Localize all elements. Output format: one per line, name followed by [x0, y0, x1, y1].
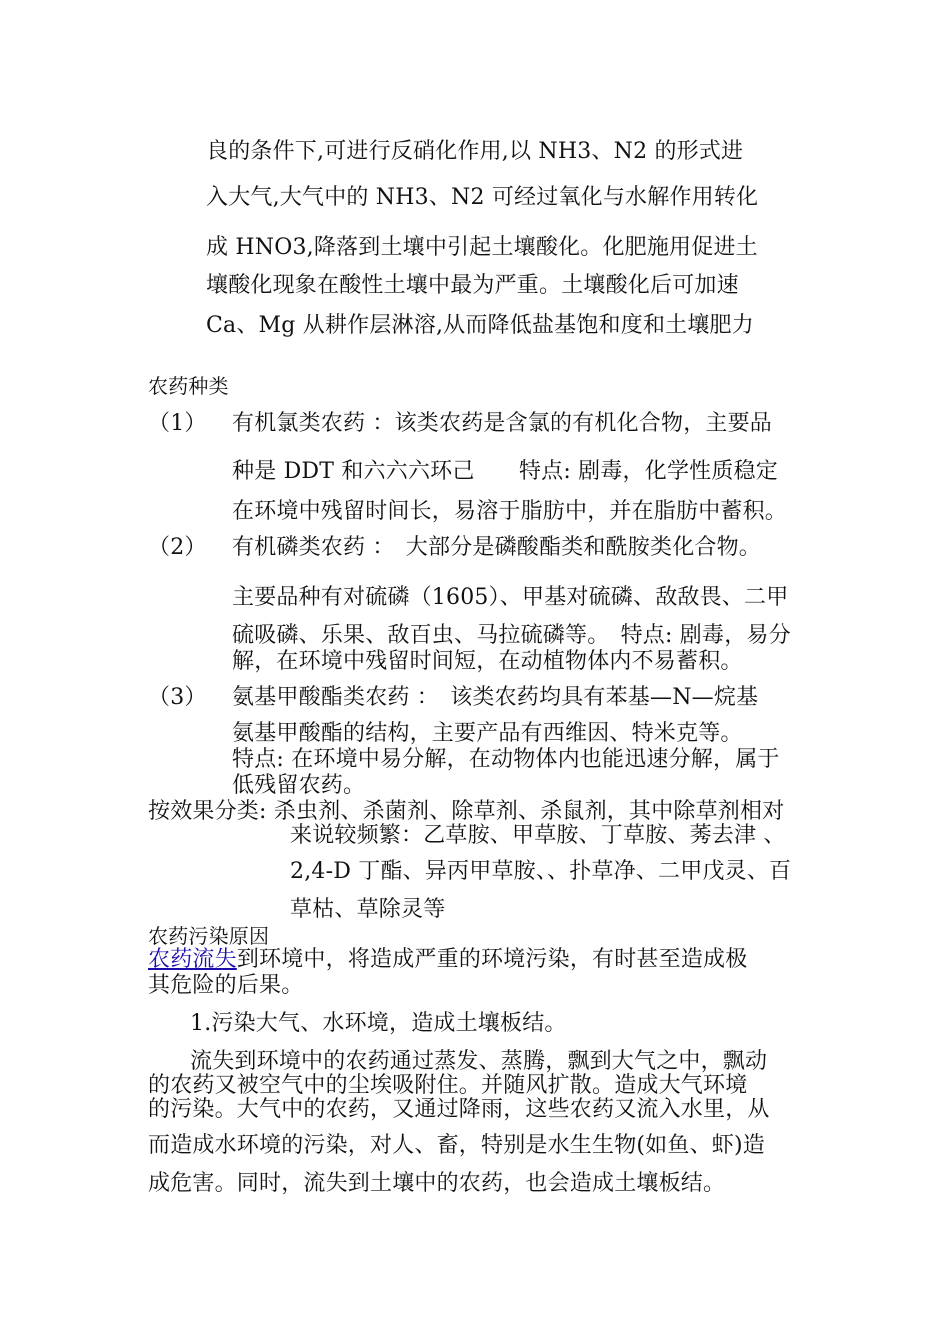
- effect-line: 按效果分类: 杀虫剂、杀菌剂、除草剂、杀鼠剂，其中除草剂相对: [148, 799, 785, 824]
- effect-line: 2,4-D 丁酯、异丙甲草胺、、扑草净、二甲戊灵、百: [290, 859, 792, 884]
- item-line: 硫吸磷、乐果、敌百虫、马拉硫磷等。 特点: 剧毒，易分: [232, 623, 791, 648]
- section-heading: 农药种类: [148, 374, 229, 398]
- para-line: 成危害。同时，流失到土壤中的农药，也会造成土壤板结。: [148, 1171, 726, 1196]
- item-line: 解，在环境中残留时间短，在动植物体内不易蓄积。: [232, 649, 743, 674]
- item-line: 特点: 在环境中易分解，在动物体内也能迅速分解，属于: [232, 747, 780, 772]
- para-line: 的农药又被空气中的尘埃吸附住。并随风扩散。造成大气环境: [148, 1073, 748, 1098]
- item-line: 有机氯类农药 ：该类农药是含氯的有机化合物，主要品: [232, 411, 772, 436]
- subheading: 1.污染大气、水环境，造成土壤板结。: [190, 1011, 567, 1036]
- intro-line: 入大气,大气中的 NH3、N2 可经过氧化与水解作用转化: [206, 185, 759, 210]
- item-number: （2）: [148, 535, 207, 560]
- item-number: （3）: [148, 685, 207, 710]
- intro-line: 良的条件下,可进行反硝化作用,以 NH3、N2 的形式进: [206, 139, 744, 164]
- para-line: 的污染。大气中的农药，又通过降雨，这些农药又流入水里，从: [148, 1097, 770, 1122]
- item-line: 氨基甲酸酯的结构，主要产品有西维因、特米克等。: [232, 721, 743, 746]
- intro-line: 成 HNO3,降落到土壤中引起土壤酸化。化肥施用促进土: [206, 235, 758, 260]
- pollution-line: [148, 946, 747, 974]
- item-line: 种是 DDT 和六六六环己 特点: 剧毒，化学性质稳定: [232, 459, 778, 484]
- effect-line: 草枯、草除灵等: [290, 897, 446, 922]
- pesticide-loss-link[interactable]: 农药流失: [148, 947, 237, 972]
- section-heading: 农药污染原因: [148, 924, 270, 948]
- intro-line: Ca、Mg 从耕作层淋溶,从而降低盐基饱和度和土壤肥力: [206, 313, 754, 338]
- para-line: 流失到环境中的农药通过蒸发、蒸腾，飘到大气之中，飘动: [190, 1049, 768, 1074]
- item-line: 氨基甲酸酯类农药 ： 该类农药均具有苯基—N—烷基: [232, 685, 759, 710]
- pollution-line-rest: 到环境中，将造成严重的环境污染，有时甚至造成极: [236, 947, 748, 972]
- para-line: 而造成水环境的污染，对人、畜，特别是水生生物(如鱼、虾)造: [148, 1133, 765, 1158]
- intro-line: 壤酸化现象在酸性土壤中最为严重。土壤酸化后可加速: [206, 273, 739, 298]
- item-line: 主要品种有对硫磷（1605）、甲基对硫磷、敌敌畏、二甲: [232, 585, 789, 610]
- item-line: 有机磷类农药 ： 大部分是磷酸酯类和酰胺类化合物。: [232, 535, 761, 560]
- pollution-line: 其危险的后果。: [148, 973, 304, 998]
- item-number: （1）: [148, 411, 207, 436]
- item-line: 低残留农药。: [232, 773, 366, 798]
- effect-line: 来说较频繁：乙草胺、甲草胺、丁草胺、莠去津 、: [290, 823, 786, 848]
- item-line: 在环境中残留时间长，易溶于脂肪中，并在脂肪中蓄积。: [232, 499, 788, 524]
